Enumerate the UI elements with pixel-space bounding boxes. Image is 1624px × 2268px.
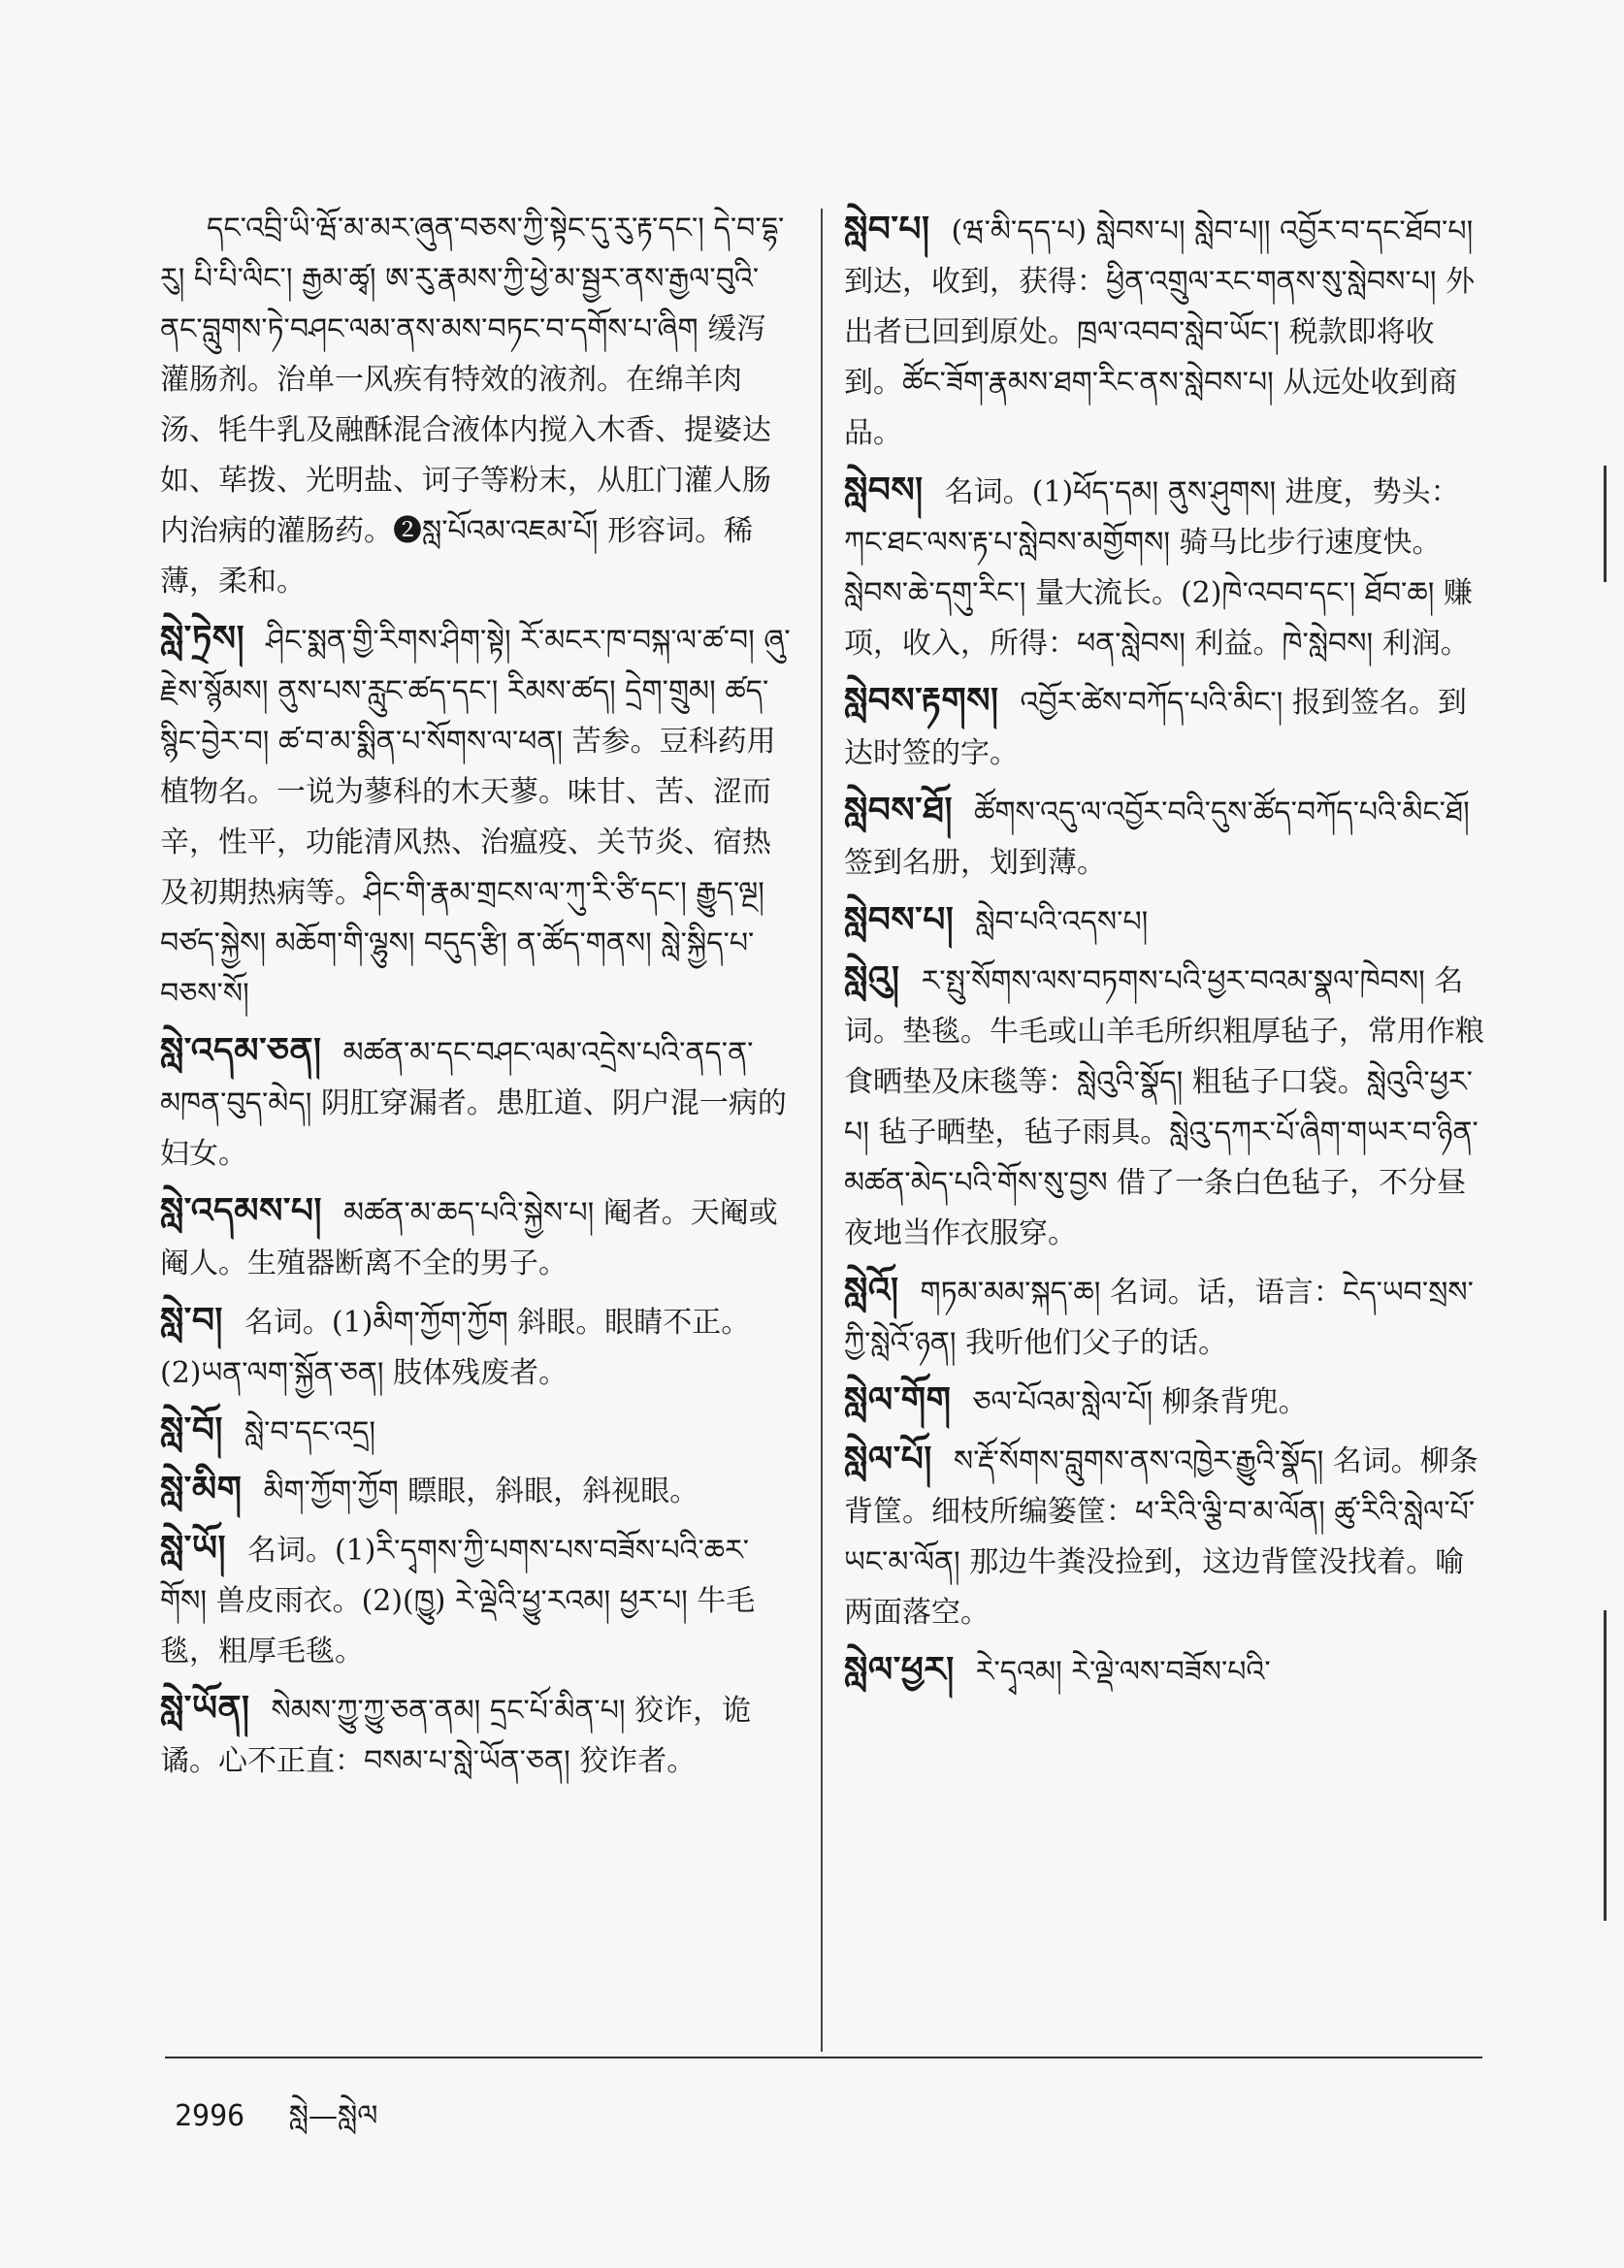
- entry-headword: སླེ་ཡོ།: [160, 1528, 226, 1569]
- entry-definition: དང་འབྲི་ཡི་ཝོ་མ་མར་ཞུན་བཅས་ཀྱི་སྟེང་དུ་རུ་རྟ་དང་། དེ་བ་དྷ་རུ། པི་པི་ལིང་། རྒྱམ་ཚྭ། ཨ་རུ་རྣམས་ཀྱི་ཕྱེ་མ་སྦྱར་ནས་རྒྱལ་བུའི་ནང་བླུགས་ཏེ་བཤང་ལམ་ནས་མས་བཏང་བ་དགོས་པ་ཞིག 缓泻灌肠剂。治单一风疾有特效的液剂。在绵羊肉汤、牦牛乳及融酥混合液体内搅入木香、提婆达如、荜拨、光明盐、诃子等粉末，从肛门灌人肠内治病的灌肠药。❷སླ་པོའམ་འཇམ་པོ། 形容词。稀薄，柔和。: [160, 211, 785, 599]
- dictionary-entry: [844, 785, 1484, 889]
- entry-headword: སླེ་ཏྲེས།: [160, 618, 245, 659]
- entry-definition: མཚན་མ་ཆད་པའི་སྐྱེས་པ། 阉者。天阉或阉人。生殖器断离不全的男子。: [160, 1196, 778, 1280]
- dictionary-entry: [844, 675, 1484, 779]
- entry-definition: (ཝ་མི་དད་པ) སླེབས་པ། སླེབ་པ།། འབྱོར་བ་དང་ཐོབ་པ། 到达，收到，获得：ཕྱིན་འགྲུལ་རང་གནས་སུ་སླེབས་པ། 外出者已回到原处。ཁྲལ་འབབ་སླེབ་ཡོང་། 税款即将收到。ཚོང་ཟོག་རྣམས་ཐག་རིང་ནས་སླེབས་པ། 从远处收到商品。: [844, 214, 1476, 450]
- entry-headword: སླེལ་ཕྱར།: [844, 1649, 955, 1690]
- dictionary-entry: [844, 894, 1484, 948]
- right-column: [844, 204, 1484, 1703]
- dictionary-entry: [844, 465, 1484, 669]
- entry-definition: རེ་དྭའམ། རེ་ལྡེ་ལས་བཟོས་པའི་: [975, 1655, 1271, 1689]
- entry-headword: སླེ་འདམས་པ།: [160, 1190, 323, 1231]
- entry-definition: སེམས་ཀྱུ་ཀྱུ་ཅན་ནམ། དྲང་པོ་མིན་པ། 狡诈，诡谲。心不正直：བསམ་པ་སླེ་ཡོན་ཅན། 狡诈者。: [160, 1694, 752, 1778]
- entry-headword: སླེབ་པ།: [844, 209, 930, 249]
- dictionary-entry: [160, 204, 791, 607]
- entry-headword: སླེ་མིག: [160, 1469, 243, 1509]
- entry-definition: 名词。(1)མིག་ཀྱོག་ཀྱོག 斜眼。眼睛不正。(2)ཡན་ལག་སྐྱོན་ཅན། 肢体残废者。: [160, 1306, 751, 1390]
- entry-headword: སླེལ་པོ།: [844, 1439, 932, 1479]
- entry-definition: 名词。(1)རི་དྭགས་ཀྱི་པགས་པས་བཟོས་པའི་ཆར་གོས། 兽皮雨衣。(2)(ཁྱུ) རེ་ལྡེའི་ཕྱུ་རའམ། ཕྱར་པ། 牛毛毯，粗厚毛毯。: [160, 1534, 756, 1669]
- edge-mark: [1604, 1610, 1607, 1921]
- dictionary-entry: [160, 1295, 791, 1399]
- entry-headword: སླེབས་ཐོ།: [844, 790, 953, 830]
- entry-definition: ས་རྡོ་སོགས་བླུགས་ནས་འཁྱེར་རྒྱུའི་སྣོད། 名词。柳条背筐。细枝所编篓筐：ཕ་རིའི་ལྕི་བ་མ་ལོན། ཚུ་རིའི་སླེལ་པོ་ཡང་མ་ལོན། 那边牛粪没捡到，这边背筐没找着。喻两面落空。: [844, 1444, 1478, 1630]
- dictionary-entry: [844, 204, 1484, 459]
- entry-definition: ར་སྤུ་སོགས་ལས་བཏགས་པའི་ཕྱར་བའམ་སྣལ་ཁེབས། 名词。垫毯。牛毛或山羊毛所织粗厚毡子，常用作粮食晒垫及床毯等：སླེའུའི་སྣོད། 粗毡子口袋。སླེའུའི་ཕྱར་པ། 毡子晒垫，毡子雨具。སླེའུ་དཀར་པོ་ཞིག་གཡར་བ་ཉིན་མཚན་མེད་པའི་གོས་སུ་བྱས 借了一条白色毡子，不分昼夜地当作衣服穿。: [844, 964, 1484, 1250]
- entry-definition: 名词。(1)ཕོད་དམ། ནུས་ཤུགས། 进度，势头：ཀང་ཐང་ལས་རྟ་པ་སླེབས་མགྱོགས། 骑马比步行速度快。སླེབས་ཆེ་དགུ་རིང་། 量大流长。(2)ཁེ་འབབ་དང་། ཐོབ་ཆ། 赚项，收入，所得：ཕན་སླེབས། 利益。ཁེ་སླེབས། 利润。: [844, 475, 1473, 661]
- footer-rule: [165, 2057, 1482, 2058]
- page-footer: [175, 2084, 377, 2165]
- entry-definition: ཚོགས་འདུ་ལ་འབྱོར་བའི་དུས་ཚོད་བཀོད་པའི་མིང་ཐོ། 签到名册，划到薄。: [844, 795, 1470, 880]
- entry-headword: སླེལ་གོག: [844, 1379, 952, 1420]
- dictionary-entry: [844, 1265, 1484, 1369]
- entry-headword: སླེ་ཡོན།: [160, 1688, 250, 1729]
- entry-definition: ཅལ་པོའམ་སླེལ་པོ། 柳条背兜。: [972, 1385, 1308, 1419]
- entry-headword: སླེབས་རྟགས།: [844, 680, 999, 721]
- entry-headword: སླེབས་པ།: [844, 899, 955, 940]
- entry-definition: ཤིང་སྨན་གྱི་རིགས་ཤིག་སྟེ། རོ་མངར་ཁ་བསྐ་ལ་ཚ་བ། ཞུ་རྗེས་སྙོམས། ནུས་པས་རླུང་ཚད་དང་། རིམས་ཚད། དྲེག་གྲུམ། ཚད་སྙིང་བྱེར་བ། ཚ་བ་མ་སྨིན་པ་སོགས་ལ་ཕན། 苦参。豆科药用植物名。一说为蓼科的木天蓼。味甘、苦、涩而辛，性平，功能清风热、治瘟疫、关节炎、宿热及初期热病等。ཤིང་གི་རྣམ་གྲངས་ལ་ཀུ་རི་ཙི་དང་། རྒྱུད་ལྔ། བཙད་སྐྱེས། མཆོག་གི་ལྷུས། བདུད་རྩི། ན་ཚོད་གནས། སླེ་སྐྱིད་པ་བཅས་སོ།: [160, 624, 791, 1011]
- dictionary-entry: [160, 1025, 791, 1180]
- entry-headword: སླེ་འདམ་ཅན།: [160, 1030, 322, 1071]
- entry-definition: སླེབ་པའི་འདས་པ།: [975, 905, 1149, 939]
- entry-headword: སླེ་བོ།: [160, 1409, 223, 1450]
- dictionary-entry: [160, 1683, 791, 1787]
- entry-definition: གཏམ་མམ་སྐད་ཆ། 名词。话，语言：ངེད་ཡབ་སྲས་ཀྱི་སླེའོ་ཉན། 我听他们父子的话。: [844, 1276, 1474, 1360]
- edge-mark: [1604, 466, 1607, 582]
- entry-headword: སླེའོ།: [844, 1270, 899, 1311]
- dictionary-entry: [844, 954, 1484, 1259]
- dictionary-entry: [844, 1375, 1484, 1428]
- entry-headword: སླེའུ།: [844, 958, 900, 999]
- column-divider: [821, 209, 823, 2052]
- dictionary-entry: [844, 1644, 1484, 1698]
- entry-definition: མཚན་མ་དང་བཤང་ལམ་འདྲེས་པའི་ནད་ན་མཁན་བུད་མེད། 阴肛穿漏者。患肛道、阴户混一病的妇女。: [160, 1036, 787, 1171]
- headword-range: སླེ—སླེལ: [288, 2099, 378, 2133]
- left-column: [160, 204, 791, 1793]
- dictionary-entry: [844, 1434, 1484, 1638]
- entry-headword: སླེབས།: [844, 470, 924, 510]
- page-number: 2996: [175, 2099, 245, 2133]
- entry-definition: འབྱོར་ཚེས་བཀོད་པའི་མིང་། 报到签名。到达时签的字。: [844, 686, 1467, 770]
- dictionary-entry: [160, 613, 791, 1020]
- entry-headword: སླེ་བ།: [160, 1300, 223, 1341]
- dictionary-entry: [160, 1405, 791, 1458]
- entry-definition: མིག་ཀྱོག་ཀྱོག 瞟眼，斜眼，斜视眼。: [263, 1474, 699, 1508]
- dictionary-entry: [160, 1464, 791, 1517]
- entry-definition: སླེ་བ་དང་འདྲ།: [244, 1415, 376, 1449]
- dictionary-entry: [160, 1523, 791, 1677]
- dictionary-entry: [160, 1185, 791, 1289]
